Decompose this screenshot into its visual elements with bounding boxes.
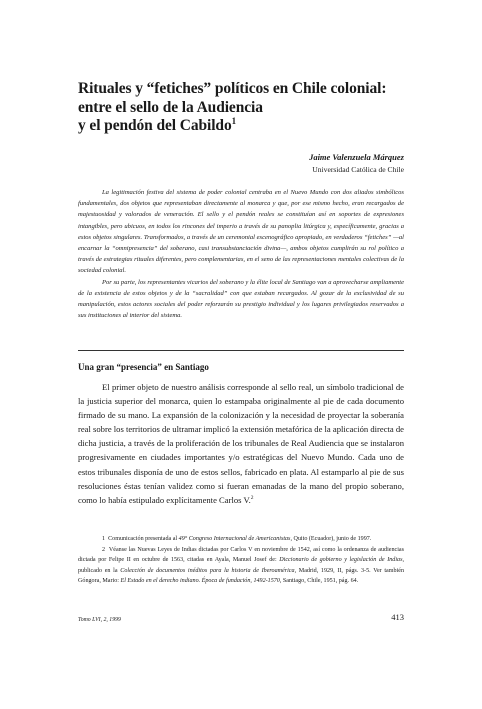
body-paragraph [78,380,404,507]
author-name: Jaime Valenzuela Márquez [309,152,404,162]
footnote-text: Véanse las Nuevas Leyes de Indias dictadas por Carlos V en noviembre de 1542, así como la ordenanza de audiencias dictada por Felipe II en octubre de 1563, citadas en Ayala, Manuel Josef de: [78,546,405,563]
footnote-ref-2: 2 [250,494,254,501]
title-line-1: Rituales y “fetiches” políticos en Chile colonial: [78,80,387,97]
title-footnote-mark: 1 [231,115,237,126]
footnote-1 [78,534,404,545]
abstract-divider [78,350,404,351]
title-line-3: y el pendón del Cabildo [78,117,232,134]
footnote-text: , Santiago, Chile, 1951, pág. 64. [279,578,359,584]
page-number: 413 [391,612,404,622]
body-paragraph-text: El primer objeto de nuestro análisis corresponde al sello real, un símbolo tradicional de la justicia superior del monarca, quien lo estampaba originalmente al pie de cada documento firmado de su mano. La expansión de la colonización y la necesidad de proyectar la soberanía real sobre los territorios de ultramar implicó la extensión metafórica de la aplicación directa de dicha justicia, a través de la proliferación de los tribunales de Real Audiencia que se instalaron progresivamente en ciudades importantes y/o estratégicas del Nuevo Mundo. Cada uno de estos tribunales disponía de uno de estos sellos, fabricado en plata. Al estamparlo al pie de sus resoluciones éstas tenían validez como si fueran emanadas de la mano del propio soberano, como lo había estipulado explícitamente Carlos V. [78,382,404,505]
footnote-number: 1 [102,536,106,542]
author-affiliation: Universidad Católica de Chile [312,165,404,174]
footnote-2 [78,545,404,587]
footnote-text-italic: El Estado en el derecho indiano. Época de fundación, 1492-1570 [120,578,280,584]
abstract [78,187,404,321]
title-line-2: entre el sello de la Audiencia [78,98,263,116]
section-heading: Una gran “presencia” en Santiago [78,362,209,372]
article-title [78,80,418,136]
abstract-paragraph: Por su parte, los representantes vicarios del soberano y la élite local de Santiago van a aprovecharse ampliamente de la existencia de estos objetos y de la “sacralidad” con que estaban recargados. Al gozar de la exclusividad de su manipulación, estos actores sociales del poder reforzarán su prestigio individual y los lugares privilegiados reservados a sus instituciones al interior del sistema. [78,278,404,320]
footnote-text: Comunicación presentada al [108,536,179,542]
footnote-text: , publicado en la [78,557,404,574]
abstract-paragraph: La legitimación festiva del sistema de poder colonial centraba en el Nuevo Mundo con dos aliados simbólicos fundamentales, dos objetos que representaban directamente al monarca y que, por ese mismo hecho, eran recargados de majestuosidad y valorados de veneración. El sello y el pendón reales se constituían así en soportes de expresiones intangibles, pero ubicuos, en todos los rincones del imperio a través de su panoplia litúrgica y, específicamente, gracias a estos objetos singulares. Transformados, a través de un ceremonial escenográfico apropiado, en verdaderos “fetiches” —al encarnar la “omnipresencia” del soberano, casi transubstanciación divina—, ambos objetos cumplirán su rol político a través de estrategias rituales diferentes, pero complementarias, en el seno de las representaciones mentales colectivas de la sociedad colonial. [78,189,404,275]
footnote-number: 2 [102,546,106,553]
footnote-text-italic: 49° Congreso Internacional de Americanistas [178,536,291,542]
body-text [78,380,404,507]
journal-reference: Tomo LVI, 2, 1999 [78,617,121,623]
footnote-text-italic: Colección de documentos inéditos para la historia de Iberoamérica [120,567,295,574]
footnotes [78,534,404,587]
footnote-text: , Madrid, 1929, II, págs. 3-5. Ver también Góngora, Mario: [78,567,404,584]
footnote-text-italic: Diccionario de gobierno y legislación de Indias [279,557,403,563]
footnote-text: , Quito (Ecuador), junio de 1997. [290,536,372,542]
